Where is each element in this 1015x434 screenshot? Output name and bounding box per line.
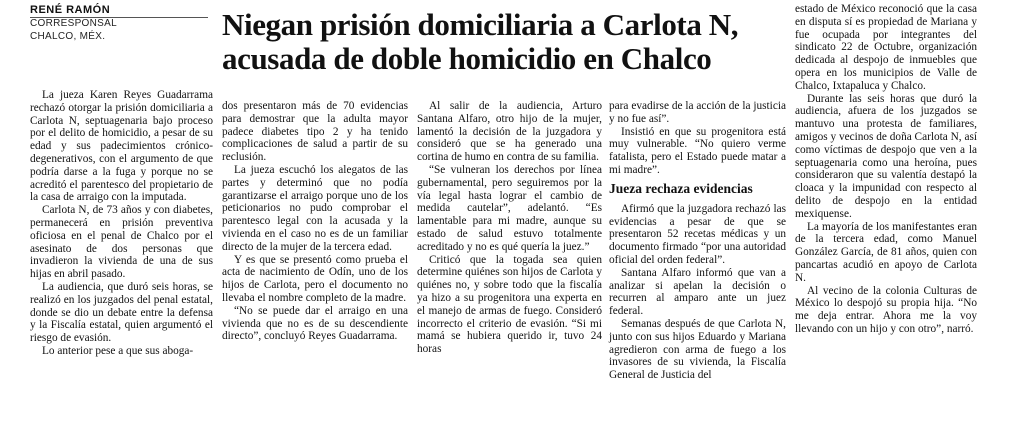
article-column-5 [795,3,977,336]
paragraph: Al salir de la audiencia, Arturo Santana Alfaro, otro hijo de la mujer, lamentó la decisión de la juzgadora y consideró que se ha generado una cortina de humo en contra de su familia. [417,100,602,164]
headline [222,8,792,76]
paragraph: La audiencia, que duró seis horas, se realizó en los juzgados del penal estatal, donde se dio un debate entre la defensa y la Fiscalía estatal, quien argumentó el riesgo de evasión. [30,280,213,345]
paragraph: Y es que se presentó como prueba el acta de nacimiento de Odín, uno de los hijos de Carlota, pero el documento no llevaba el nombre completo de la madre. [222,253,408,304]
paragraph: La jueza escuchó los alegatos de las partes y determinó que no podía garantizarse el arraigo porque uno de los peticionarios no pudo comprobar el parentesco legal con la acusada y la vivienda en el caso no es de un familiar directo de la mujer de la tercera edad. [222,163,408,253]
paragraph: Santana Alfaro informó que van a analizar si apelan la decisión o recurren al amparo ante un juez federal. [609,266,786,318]
paragraph: Lo anterior pese a que sus aboga- [42,344,194,357]
headline-line-2: acusada de doble homicidio en Chalco [222,41,712,76]
paragraph: La mayoría de los manifestantes eran de la tercera edad, como Manuel González García, de 81 años, quien con pancartas acudió en apoyo de Carlota N. [795,220,977,284]
paragraph: Criticó que la togada sea quien determine quiénes son hijos de Carlota y quiénes no, y sobre todo que la fiscalía ya hizo a su progenitora una experta en el manejo de armas de fuego. Consideró incorrecto el criterio de evasión. “Si mi mamá se hubiera querido ir, tuvo 24 horas [417,253,602,356]
paragraph: Insistió en que su progenitora está muy vulnerable. “No quiero verme fatalista, pero el Estado puede matar a mi madre”. [609,125,786,176]
author-role: CORRESPONSAL [30,18,117,29]
headline-line-1: Niegan prisión domiciliaria a Carlota N, [222,7,739,42]
paragraph: Afirmó que la juzgadora rechazó las evidencias a pesar de que se presentaron 52 recetas médicas y un documento firmado “por una autoridad oficial del orden federal”. [609,202,786,266]
article-column-1 [30,89,213,358]
article-column-4 [609,100,786,382]
paragraph: Carlota N, de 73 años y con diabetes, permanecerá en prisión preventiva oficiosa en el penal de Chalco por el asesinato de dos personas que invadieron la vivienda de una de sus hijas en abril pasado. [30,204,213,281]
byline-divider [30,17,208,18]
section-subheading: Jueza rechaza evidencias [609,180,753,196]
paragraph: Semanas después de que Carlota N, junto con sus hijos Eduardo y Mariana agredieron con arma de fuego a los invasores de su vivienda, la Fiscalía General de Justicia del [609,317,786,382]
paragraph: La jueza Karen Reyes Guadarrama rechazó otorgar la prisión domiciliaria a Carlota N, septuagenaria bajo proceso por el delito de homicidio, a pesar de su edad y sus padecimientos crónico-degenerativos, con el argumento de que podría darse a la fuga y porque no se acreditó el parentesco del propietario de la casa de arraigo con la imputada. [30,89,213,204]
article-column-3 [417,100,602,356]
article-column-2 [222,100,408,343]
byline [30,3,210,43]
paragraph: Durante las seis horas que duró la audiencia, afuera de los juzgados se mantuvo una protesta de familiares, amigos y vecinos de doña Carlota N, así como víctimas de despojo que ven a la septuagenaria como una heroína, pues consideraron que su valentía destapó la cloaca y la impunidad con respecto al delito de despojo en la entidad mexiquense. [795,92,977,220]
paragraph: “Se vulneran los derechos por línea gubernamental, pero seguiremos por la vía legal hasta lograr el cambio de medida cautelar”, adelantó. “Es lamentable para mi madre, aunque su estado de salud estuvo totalmente acreditado y no es qué quería la juez.” [417,163,602,253]
paragraph: dos presentaron más de 70 evidencias para demostrar que la adulta mayor padece diabetes tipo 2 y ha tenido complicaciones de salud a partir de su reclusión. [222,100,408,164]
author-location: CHALCO, MÉX. [30,31,106,42]
paragraph: “No se puede dar el arraigo en una vivienda que no es de su descendiente directo”, concluyó Reyes Guadarrama. [222,304,408,343]
paragraph: para evadirse de la acción de la justicia y no fue así”. [609,100,786,125]
paragraph: Al vecino de la colonia Culturas de México lo despojó su propia hija. “No me deja entrar. Ahora me la voy llevando con un hijo y con otro”, narró. [795,284,977,335]
author-name: RENÉ RAMÓN [30,4,111,16]
paragraph: estado de México reconoció que la casa en disputa sí es propiedad de Mariana y fue ocupada por integrantes del sindicato 22 de Octubre, organización dedicada al despojo de inmuebles que opera en los municipios de Valle de Chalco, Ixtapaluca y Chalco. [795,3,977,92]
